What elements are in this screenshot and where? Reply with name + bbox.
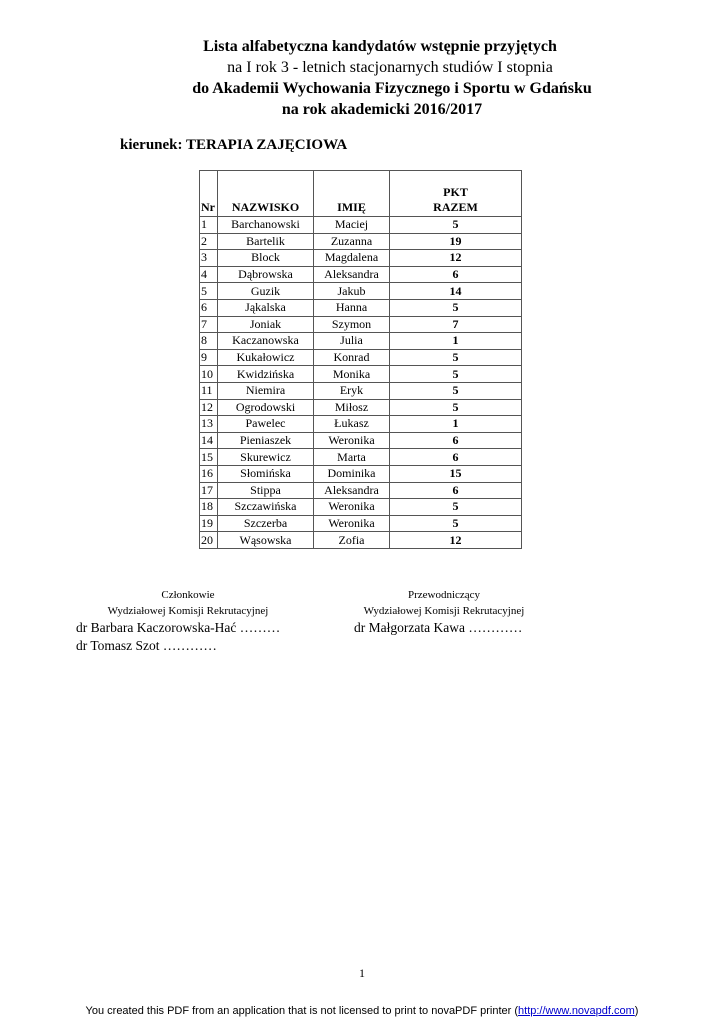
cell-imie: Weronika [314,499,390,516]
cell-nazwisko: Kwidzińska [218,366,314,383]
document-title [0,36,724,120]
cell-nr: 15 [200,449,218,466]
header-pkt-line2: RAZEM [433,200,478,214]
table-row [200,482,522,499]
table-row [200,366,522,383]
cell-nr: 20 [200,532,218,549]
cell-nr: 9 [200,349,218,366]
cell-nr: 18 [200,499,218,516]
cell-nr: 14 [200,432,218,449]
cell-imie: Monika [314,366,390,383]
candidates-table [199,170,522,549]
table-row [200,316,522,333]
table-row [200,349,522,366]
cell-imie: Łukasz [314,416,390,433]
table-row [200,449,522,466]
table-row [200,499,522,516]
member-name-1: dr Barbara Kaczorowska-Hać ……… [76,620,281,635]
cell-nr: 7 [200,316,218,333]
cell-pkt: 5 [390,515,522,532]
table-row [200,465,522,482]
cell-imie: Weronika [314,432,390,449]
cell-nr: 16 [200,465,218,482]
cell-nr: 6 [200,299,218,316]
cell-imie: Aleksandra [314,266,390,283]
header-imie: IMIĘ [314,171,390,217]
cell-imie: Szymon [314,316,390,333]
cell-nr: 8 [200,333,218,350]
cell-nazwisko: Słomińska [218,465,314,482]
header-pkt-line1: PKT [443,185,468,199]
cell-nazwisko: Bartelik [218,233,314,250]
cell-nr: 3 [200,250,218,267]
cell-imie: Julia [314,333,390,350]
cell-nazwisko: Kaczanowska [218,333,314,350]
cell-nazwisko: Pieniaszek [218,432,314,449]
members-label: Członkowie [161,589,215,601]
table-row [200,266,522,283]
table-row [200,233,522,250]
cell-imie: Konrad [314,349,390,366]
table-row [200,515,522,532]
cell-pkt: 5 [390,366,522,383]
header-nr: Nr [200,171,218,217]
cell-pkt: 5 [390,499,522,516]
cell-nazwisko: Block [218,250,314,267]
table-row [200,532,522,549]
cell-nazwisko: Wąsowska [218,532,314,549]
field-of-study: kierunek: TERAPIA ZAJĘCIOWA [120,137,348,153]
cell-pkt: 5 [390,399,522,416]
cell-pkt: 14 [390,283,522,300]
cell-imie: Aleksandra [314,482,390,499]
cell-pkt: 6 [390,449,522,466]
table-row [200,382,522,399]
footer-text: You created this PDF from an application that is not licensed to print to novaPDF printer ( [85,1005,519,1017]
cell-pkt: 6 [390,482,522,499]
title-line-4: na rok akademicki 2016/2017 [281,101,483,118]
chair-committee: Wydziałowej Komisji Rekrutacyjnej [363,605,525,617]
cell-imie: Marta [314,449,390,466]
table-row [200,250,522,267]
footer-text-end: ) [634,1005,639,1017]
page-number: 1 [359,966,365,980]
cell-imie: Miłosz [314,399,390,416]
cell-nr: 17 [200,482,218,499]
cell-nr: 11 [200,382,218,399]
table-row [200,299,522,316]
cell-imie: Hanna [314,299,390,316]
cell-imie: Weronika [314,515,390,532]
cell-imie: Eryk [314,382,390,399]
cell-nazwisko: Kukałowicz [218,349,314,366]
cell-pkt: 6 [390,432,522,449]
title-line-2: na I rok 3 - letnich stacjonarnych studiów I stopnia [227,59,553,76]
cell-nazwisko: Barchanowski [218,217,314,234]
chair-signature-block [344,587,544,637]
cell-nr: 19 [200,515,218,532]
chair-label: Przewodniczący [407,589,481,601]
title-line-3: do Akademii Wychowania Fizycznego i Sportu w Gdańsku [192,80,592,97]
cell-nazwisko: Guzik [218,283,314,300]
table-row [200,432,522,449]
cell-imie: Magdalena [314,250,390,267]
members-committee: Wydziałowej Komisji Rekrutacyjnej [107,605,269,617]
table-row [200,416,522,433]
cell-pkt: 12 [390,532,522,549]
header-pkt [390,171,522,217]
cell-nr: 12 [200,399,218,416]
cell-pkt: 5 [390,299,522,316]
cell-nazwisko: Szczerba [218,515,314,532]
header-nazwisko: NAZWISKO [218,171,314,217]
member-name-2: dr Tomasz Szot ………… [76,638,217,653]
table-header-row [200,171,522,217]
cell-nr: 5 [200,283,218,300]
cell-nazwisko: Niemira [218,382,314,399]
cell-nazwisko: Pawelec [218,416,314,433]
table-row [200,333,522,350]
cell-nazwisko: Skurewicz [218,449,314,466]
table-row [200,283,522,300]
cell-pkt: 7 [390,316,522,333]
cell-nazwisko: Stippa [218,482,314,499]
cell-pkt: 15 [390,465,522,482]
cell-nazwisko: Dąbrowska [218,266,314,283]
cell-nr: 2 [200,233,218,250]
cell-imie: Zofia [314,532,390,549]
table-row [200,399,522,416]
cell-pkt: 12 [390,250,522,267]
cell-imie: Dominika [314,465,390,482]
cell-pkt: 19 [390,233,522,250]
cell-nazwisko: Joniak [218,316,314,333]
cell-pkt: 1 [390,333,522,350]
cell-pkt: 5 [390,217,522,234]
table-row [200,217,522,234]
cell-nr: 1 [200,217,218,234]
footer-link[interactable]: http://www.novapdf.com [518,1005,635,1017]
cell-nr: 4 [200,266,218,283]
cell-nazwisko: Szczawińska [218,499,314,516]
novapdf-footer [0,1005,724,1017]
cell-nr: 13 [200,416,218,433]
cell-nazwisko: Ogrodowski [218,399,314,416]
cell-pkt: 1 [390,416,522,433]
table-body [200,217,522,549]
cell-imie: Zuzanna [314,233,390,250]
cell-pkt: 5 [390,349,522,366]
chair-name: dr Małgorzata Kawa ………… [354,620,523,635]
cell-nr: 10 [200,366,218,383]
members-signature-block [68,587,308,655]
title-line-1: Lista alfabetyczna kandydatów wstępnie przyjętych [203,38,557,55]
cell-pkt: 5 [390,382,522,399]
candidates-table-wrapper [199,170,522,549]
cell-pkt: 6 [390,266,522,283]
cell-imie: Maciej [314,217,390,234]
cell-nazwisko: Jąkalska [218,299,314,316]
cell-imie: Jakub [314,283,390,300]
